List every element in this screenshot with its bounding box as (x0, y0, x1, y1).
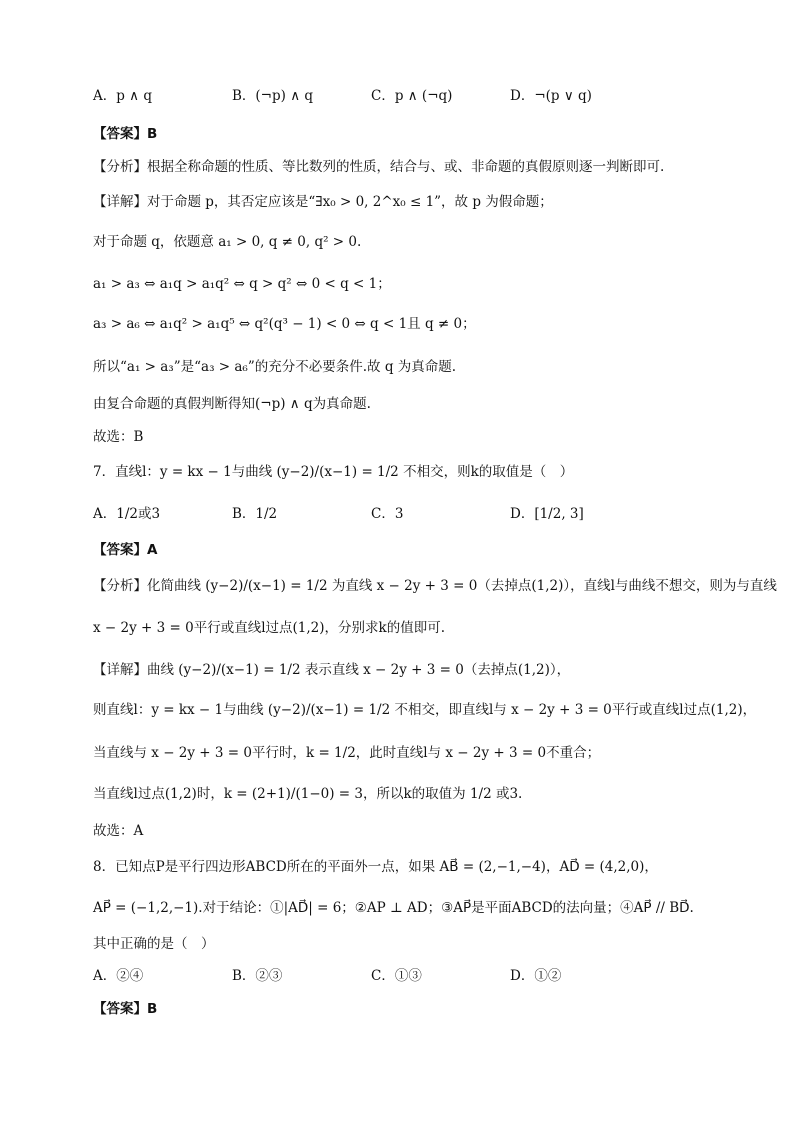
q8-stem-line-3: 其中正确的是（ ） (93, 936, 215, 952)
q8-stem-line-2: AP⃗ = (−1,2,−1).对于结论：①|AD⃗| = 6；②AP ⊥ AD；③AP⃗是平面ABCD的法向量；④AP⃗ // BD⃗. (93, 900, 694, 916)
q6-conclusion: 故选：B (93, 429, 144, 445)
q6-option-d: D．¬(p ∨ q) (510, 88, 592, 104)
q6-analysis: 【分析】根据全称命题的性质、等比数列的性质，结合与、或、非命题的真假原则逐一判断即可. (93, 159, 665, 175)
q7-detail-line-4: 当直线l过点(1,2)时，k = (2+1)/(1−0) = 3，所以k的取值为 1/2 或3. (93, 786, 523, 802)
q7-option-d: D．[1/2, 3] (510, 506, 584, 522)
q7-analysis-line-2: x − 2y + 3 = 0平行或直线l过点(1,2)，分别求k的值即可. (93, 620, 445, 636)
q7-analysis-line-1: 【分析】化简曲线 (y−2)/(x−1) = 1/2 为直线 x − 2y + 3 = 0（去掉点(1,2)），直线l与曲线不想交，则为与直线 (93, 578, 777, 594)
q6-option-a: A．p ∧ q (93, 88, 152, 104)
q6-detail-line-2: 对于命题 q，依题意 a₁ > 0, q ≠ 0, q² > 0. (93, 234, 362, 250)
q7-detail-line-2: 则直线l：y = kx − 1与曲线 (y−2)/(x−1) = 1/2 不相交，即直线l与 x − 2y + 3 = 0平行或直线l过点(1,2)， (93, 702, 757, 718)
q7-detail-line-3: 当直线与 x − 2y + 3 = 0平行时，k = 1/2，此时直线l与 x − 2y + 3 = 0不重合； (93, 745, 601, 761)
q6-detail-line-1: 【详解】对于命题 p，其否定应该是“∃x₀ > 0, 2^x₀ ≤ 1”，故 p 为假命题； (93, 194, 553, 210)
q8-option-a: A．②④ (93, 968, 144, 984)
q7-stem: 7．直线l：y = kx − 1与曲线 (y−2)/(x−1) = 1/2 不相交，则k的取值是（ ） (93, 464, 574, 480)
q7-conclusion: 故选：A (93, 823, 144, 839)
q8-stem-line-1: 8．已知点P是平行四边形ABCD所在的平面外一点，如果 AB⃗ = (2,−1,−4)，AD⃗ = (4,2,0)， (93, 859, 658, 875)
q7-option-c: C．3 (371, 506, 404, 522)
q8-option-c: C．①③ (371, 968, 422, 984)
q6-detail-line-4: a₃ > a₆ ⇔ a₁q² > a₁q⁵ ⇔ q²(q³ − 1) < 0 ⇔ q < 1且 q ≠ 0； (93, 316, 476, 332)
q8-option-d: D．①② (510, 968, 562, 984)
q7-option-b: B．1/2 (232, 506, 278, 522)
q6-answer: 【答案】B (93, 126, 158, 142)
q6-option-b: B．(¬p) ∧ q (232, 88, 314, 104)
q8-answer: 【答案】B (93, 1001, 158, 1017)
q6-option-c: C．p ∧ (¬q) (371, 88, 453, 104)
q8-option-b: B．②③ (232, 968, 283, 984)
q6-detail-line-6: 由复合命题的真假判断得知(¬p) ∧ q为真命题. (93, 396, 371, 412)
q7-detail-line-1: 【详解】曲线 (y−2)/(x−1) = 1/2 表示直线 x − 2y + 3 = 0（去掉点(1,2)）， (93, 662, 571, 678)
q7-option-a: A．1/2或3 (93, 506, 161, 522)
q6-detail-line-5: 所以“a₁ > a₃”是“a₃ > a₆”的充分不必要条件.故 q 为真命题. (93, 359, 457, 375)
q7-answer: 【答案】A (93, 542, 158, 558)
q6-detail-line-3: a₁ > a₃ ⇔ a₁q > a₁q² ⇔ q > q² ⇔ 0 < q < 1； (93, 276, 391, 292)
